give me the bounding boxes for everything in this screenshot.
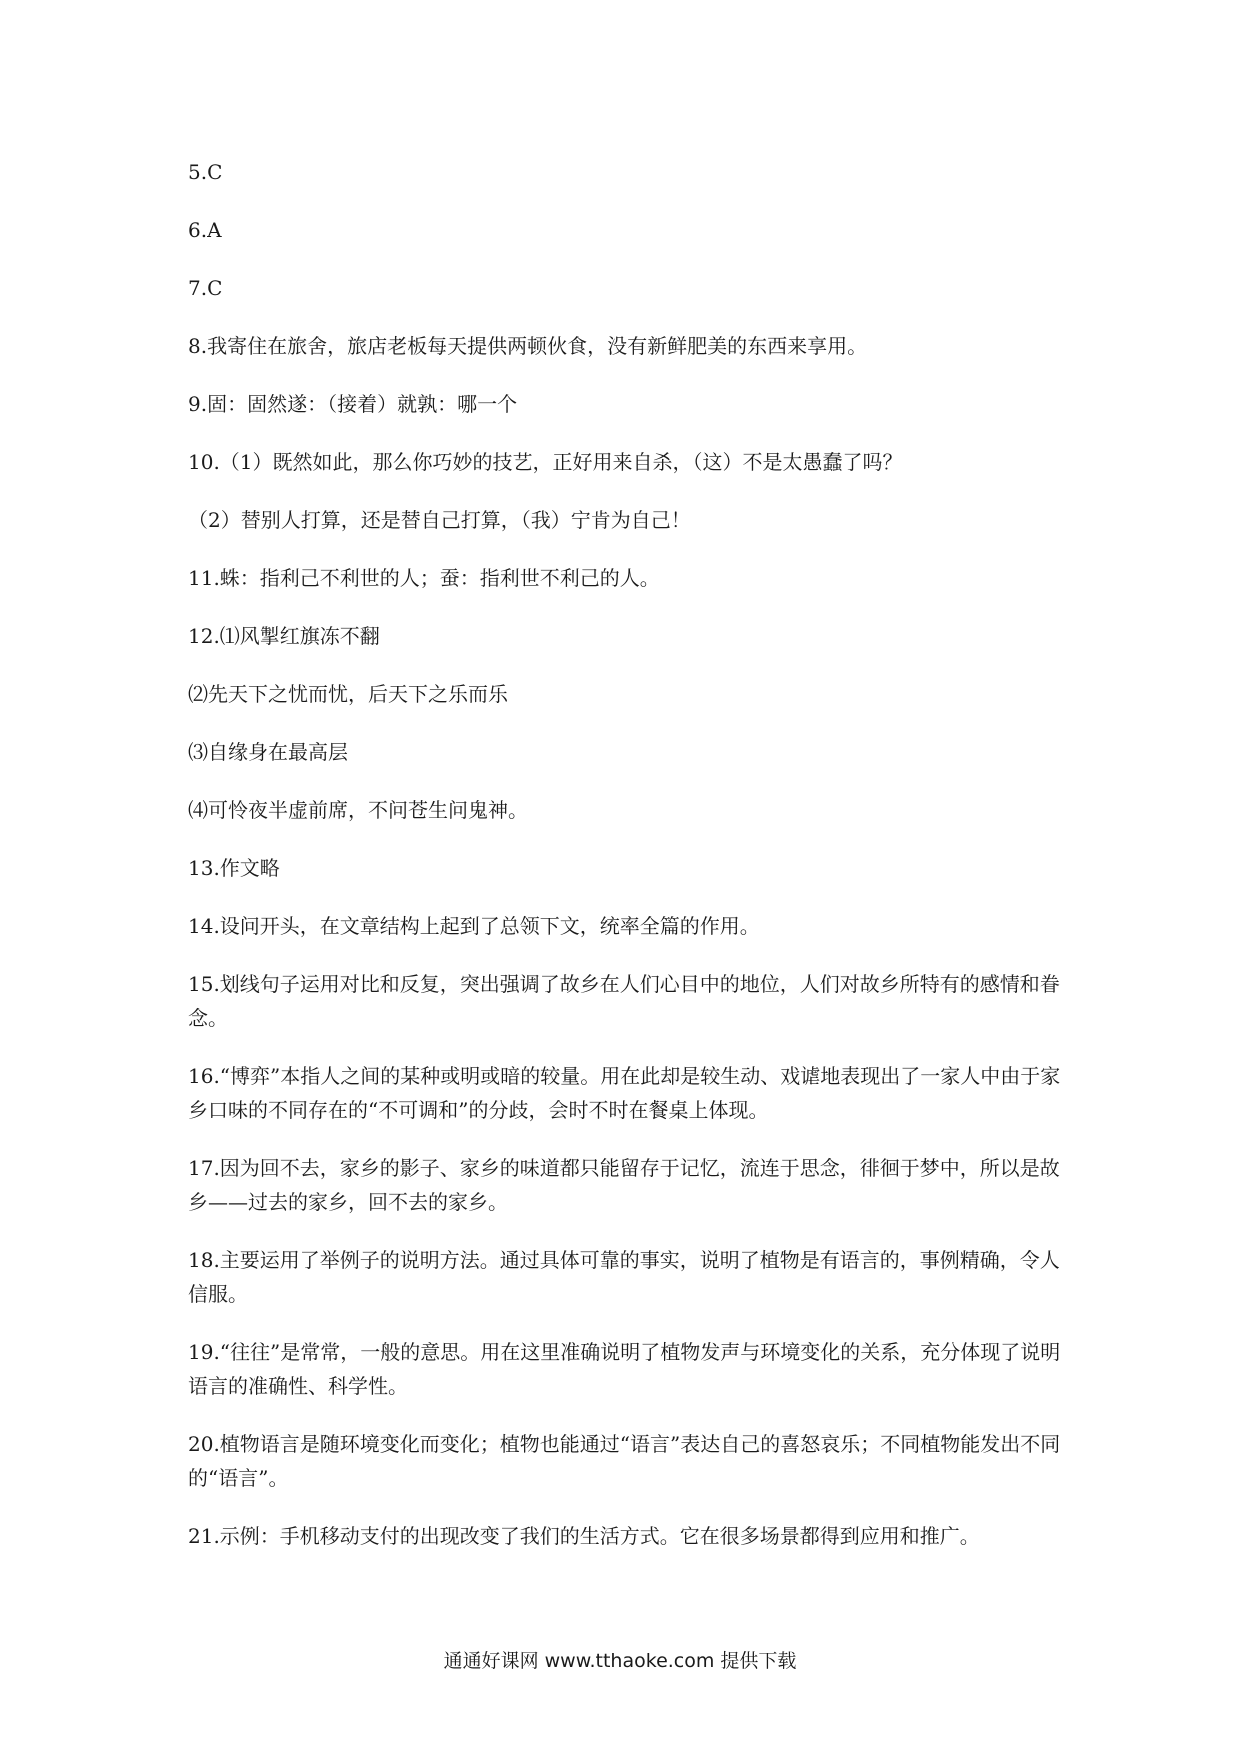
answer-20: 20.植物语言是随环境变化而变化；植物也能通过“语言”表达自己的喜怒哀乐；不同植物能发出不同的“语言”。	[188, 1432, 1061, 1490]
answer-17: 17.因为回不去，家乡的影子、家乡的味道都只能留存于记忆，流连于思念，徘徊于梦中，所以是故乡——过去的家乡，回不去的家乡。	[188, 1156, 1060, 1214]
answer-list	[188, 155, 1068, 1577]
answer-12-part-3: ⑶自缘身在最高层	[188, 740, 348, 764]
answer-7: 7.C	[188, 276, 223, 300]
answer-11: 11.蛛：指利己不利世的人；蚕：指利世不利己的人。	[188, 566, 660, 590]
answer-12-part-1: 12.⑴风掣红旗冻不翻	[188, 624, 380, 648]
answer-10-part-1: 10.（1）既然如此，那么你巧妙的技艺，正好用来自杀，（这）不是太愚蠢了吗？	[188, 450, 903, 474]
answer-16: 16.“博弈”本指人之间的某种或明或暗的较量。用在此却是较生动、戏谑地表现出了一家人中由于家乡口味的不同存在的“不可调和”的分歧，会时不时在餐桌上体现。	[188, 1064, 1061, 1122]
page-footer: 通通好课网 www.tthaoke.com 提供下载	[443, 1650, 797, 1672]
answer-8: 8.我寄住在旅舍，旅店老板每天提供两顿伙食，没有新鲜肥美的东西来享用。	[188, 334, 868, 358]
answer-15: 15.划线句子运用对比和反复，突出强调了故乡在人们心目中的地位，人们对故乡所特有的感情和眷念。	[188, 972, 1060, 1030]
answer-6: 6.A	[188, 218, 222, 242]
answer-12-part-2: ⑵先天下之忧而忧，后天下之乐而乐	[188, 682, 508, 706]
answer-14: 14.设问开头，在文章结构上起到了总领下文，统率全篇的作用。	[188, 914, 760, 938]
answer-9: 9.固：固然遂：（接着）就孰：哪一个	[188, 392, 518, 416]
answer-19: 19.“往往”是常常，一般的意思。用在这里准确说明了植物发声与环境变化的关系，充分体现了说明语言的准确性、科学性。	[188, 1340, 1061, 1398]
answer-21: 21.示例：手机移动支付的出现改变了我们的生活方式。它在很多场景都得到应用和推广。	[188, 1524, 980, 1548]
answer-13: 13.作文略	[188, 856, 280, 880]
answer-12-part-4: ⑷可怜夜半虚前席，不问苍生问鬼神。	[188, 798, 528, 822]
answer-18: 18.主要运用了举例子的说明方法。通过具体可靠的事实，说明了植物是有语言的，事例精确，令人信服。	[188, 1248, 1060, 1306]
answer-10-part-2: （2）替别人打算，还是替自己打算，（我）宁肯为自己！	[188, 508, 691, 532]
answer-5: 5.C	[188, 160, 223, 184]
